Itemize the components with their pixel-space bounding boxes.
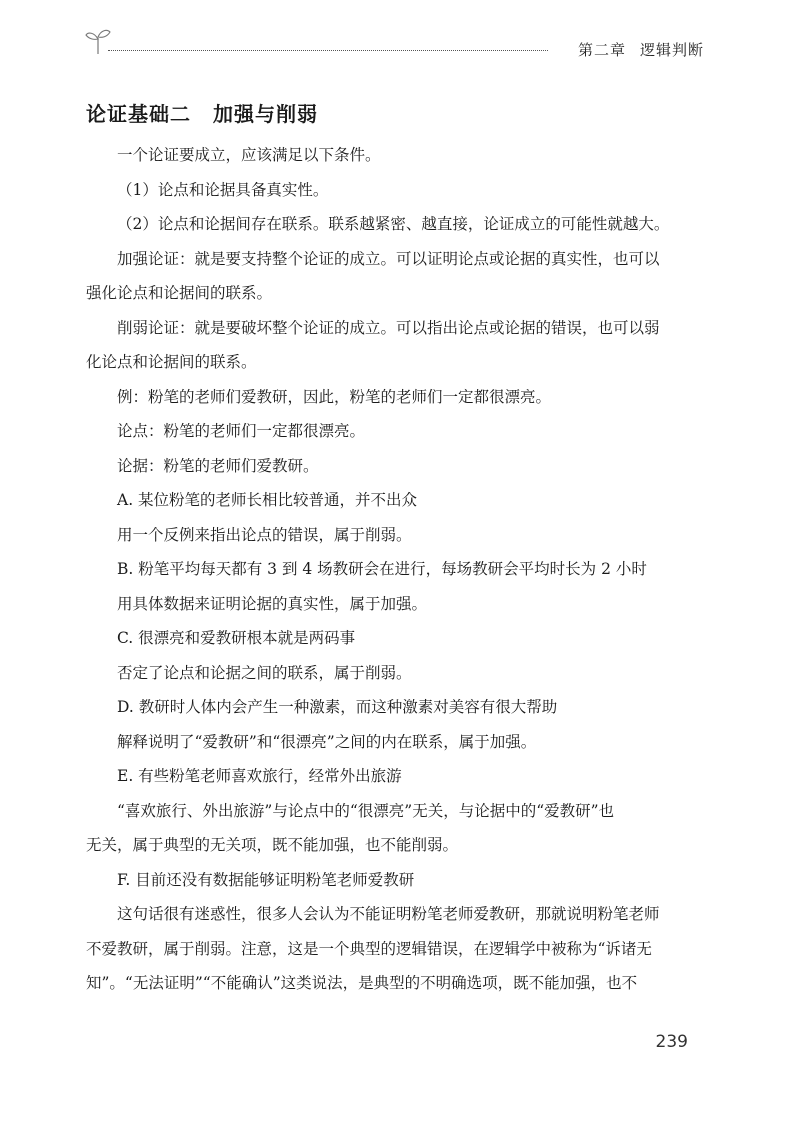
paragraph-line: 论点：粉笔的老师们一定都很漂亮。 bbox=[117, 422, 366, 440]
paragraph-line: 用一个反例来指出论点的错误，属于削弱。 bbox=[117, 525, 412, 544]
sprout-icon bbox=[84, 26, 112, 56]
chapter-label bbox=[578, 39, 704, 60]
paragraph-line: 化论点和论据间的联系。 bbox=[86, 353, 257, 371]
header-rule bbox=[108, 50, 548, 51]
paragraph-line: 削弱论证：就是要破坏整个论证的成立。可以指出论点或论据的错误，也可以弱 bbox=[117, 318, 660, 337]
paragraph-line: 强化论点和论据间的联系。 bbox=[86, 284, 273, 302]
section-title bbox=[86, 98, 318, 127]
chapter-title: 逻辑判断 bbox=[639, 41, 704, 59]
paragraph-line: 论据：粉笔的老师们爱教研。 bbox=[117, 456, 319, 475]
paragraph-line: 用具体数据来证明论据的真实性，属于加强。 bbox=[117, 594, 428, 613]
option-line: F. 目前还没有数据能够证明粉笔老师爱教研 bbox=[117, 870, 415, 889]
page-number: 239 bbox=[655, 1032, 688, 1052]
paragraph-line: 解释说明了“爱教研”和“很漂亮”之间的内在联系，属于加强。 bbox=[117, 732, 537, 751]
paragraph-line: （1）论点和论据具备真实性。 bbox=[117, 180, 329, 199]
option-line: E. 有些粉笔老师喜欢旅行，经常外出旅游 bbox=[117, 767, 402, 785]
paragraph-line: （2）论点和论据间存在联系。联系越紧密、越直接，论证成立的可能性就越大。 bbox=[117, 215, 670, 233]
section-title-part-2: 加强与削弱 bbox=[213, 102, 318, 126]
section-title-part-1: 论证基础二 bbox=[86, 102, 191, 126]
body-text bbox=[86, 138, 692, 1001]
paragraph-line: “喜欢旅行、外出旅游”与论点中的“很漂亮”无关，与论据中的“爱教研”也 bbox=[117, 801, 615, 820]
paragraph-line: 一个论证要成立，应该满足以下条件。 bbox=[117, 146, 381, 164]
option-line: C. 很漂亮和爱教研根本就是两码事 bbox=[117, 629, 356, 647]
paragraph-line: 知”。“无法证明”“不能确认”这类说法，是典型的不明确选项，既不能加强，也不 bbox=[86, 974, 638, 992]
paragraph-line: 无关，属于典型的无关项，既不能加强，也不能削弱。 bbox=[86, 836, 459, 854]
option-line: D. 教研时人体内会产生一种激素，而这种激素对美容有很大帮助 bbox=[117, 698, 558, 716]
running-header bbox=[84, 26, 704, 66]
paragraph-line: 不爱教研，属于削弱。注意，这是一个典型的逻辑错误，在逻辑学中被称为“诉诸无 bbox=[86, 939, 652, 958]
option-line: B. 粉笔平均每天都有 3 到 4 场教研会在进行，每场教研会平均时长为 2 小时 bbox=[117, 560, 647, 578]
paragraph-line: 加强论证：就是要支持整个论证的成立。可以证明论点或论据的真实性，也可以 bbox=[117, 249, 660, 268]
paragraph-line: 否定了论点和论据之间的联系，属于削弱。 bbox=[117, 663, 412, 682]
paragraph-line: 例：粉笔的老师们爱教研，因此，粉笔的老师们一定都很漂亮。 bbox=[117, 387, 552, 406]
option-line: A. 某位粉笔的老师长相比较普通，并不出众 bbox=[117, 491, 418, 509]
chapter-number: 第二章 bbox=[577, 41, 626, 59]
paragraph-line: 这句话很有迷惑性，很多人会认为不能证明粉笔老师爱教研，那就说明粉笔老师 bbox=[117, 905, 660, 923]
